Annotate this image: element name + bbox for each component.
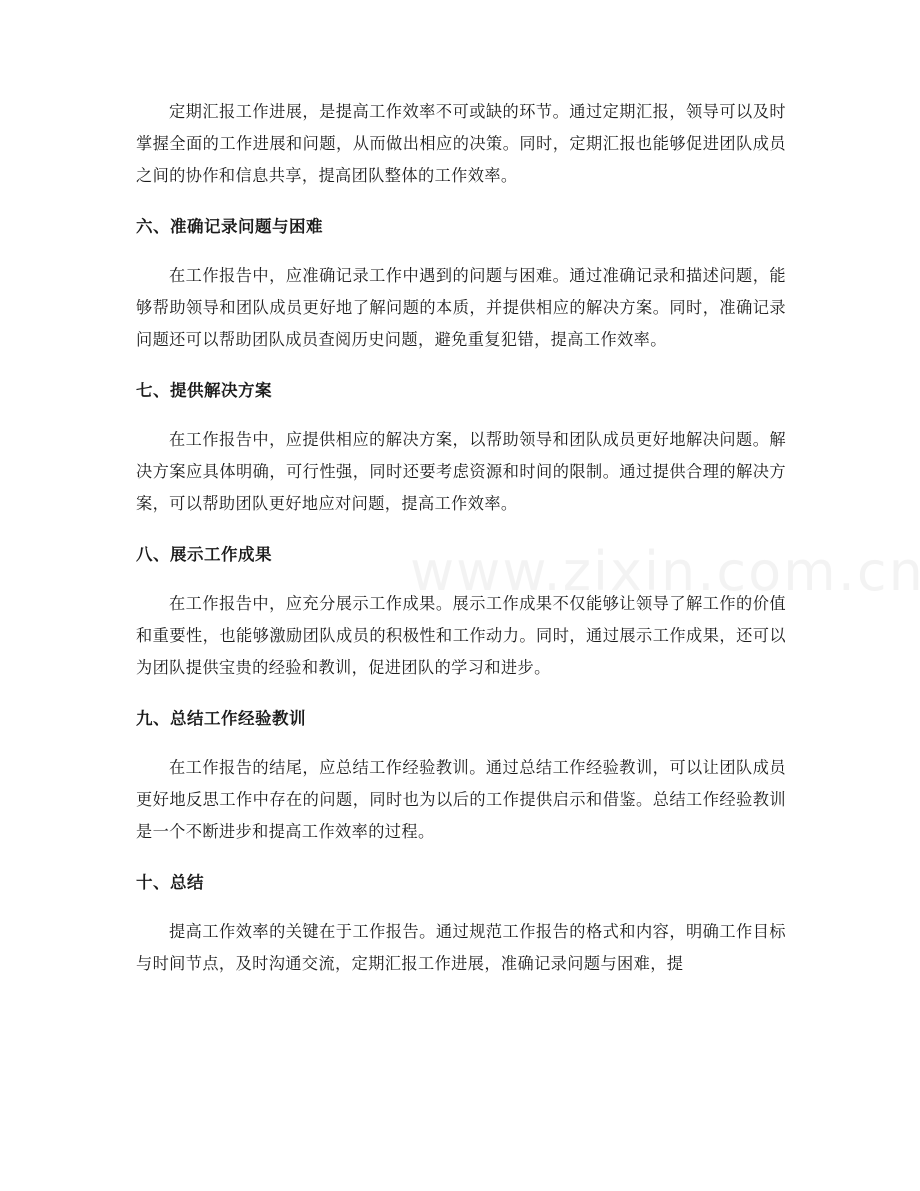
section-heading-6: 六、准确记录问题与困难 (136, 217, 323, 236)
section-heading-10: 十、总结 (136, 873, 204, 892)
section-heading-7: 七、提供解决方案 (136, 381, 272, 400)
section-body-6: 在工作报告中，应准确记录工作中遇到的问题与困难。通过准确记录和描述问题，能够帮助领导和团队成员更好地了解问题的本质，并提供相应的解决方案。同时，准确记录问题还可以帮助团队成员查阅历史问题，避免重复犯错，提高工作效率。 (136, 266, 786, 349)
watermark (410, 540, 920, 603)
section-body-7: 在工作报告中，应提供相应的解决方案，以帮助领导和团队成员更好地解决问题。解决方案应具体明确，可行性强，同时还要考虑资源和时间的限制。通过提供合理的解决方案，可以帮助团队更好地应对问题，提高工作效率。 (136, 430, 786, 513)
document-content (136, 96, 786, 980)
section-body-9: 在工作报告的结尾，应总结工作经验教训。通过总结工作经验教训，可以让团队成员更好地反思工作中存在的问题，同时也为以后的工作提供启示和借鉴。总结工作经验教训是一个不断进步和提高工作效率的过程。 (136, 758, 786, 841)
section-heading-9: 九、总结工作经验教训 (136, 709, 306, 728)
section-body-10: 提高工作效率的关键在于工作报告。通过规范工作报告的格式和内容，明确工作目标与时间节点，及时沟通交流，定期汇报工作进展，准确记录问题与困难，提 (136, 922, 786, 973)
section-body-8: 在工作报告中，应充分展示工作成果。展示工作成果不仅能够让领导了解工作的价值和重要性，也能够激励团队成员的积极性和工作动力。同时，通过展示工作成果，还可以为团队提供宝贵的经验和教训，促进团队的学习和进步。 (136, 594, 786, 677)
intro-paragraph: 定期汇报工作进展，是提高工作效率不可或缺的环节。通过定期汇报，领导可以及时掌握全面的工作进展和问题，从而做出相应的决策。同时，定期汇报也能够促进团队成员之间的协作和信息共享，提高团队整体的工作效率。 (136, 102, 786, 185)
section-heading-8: 八、展示工作成果 (136, 545, 272, 564)
